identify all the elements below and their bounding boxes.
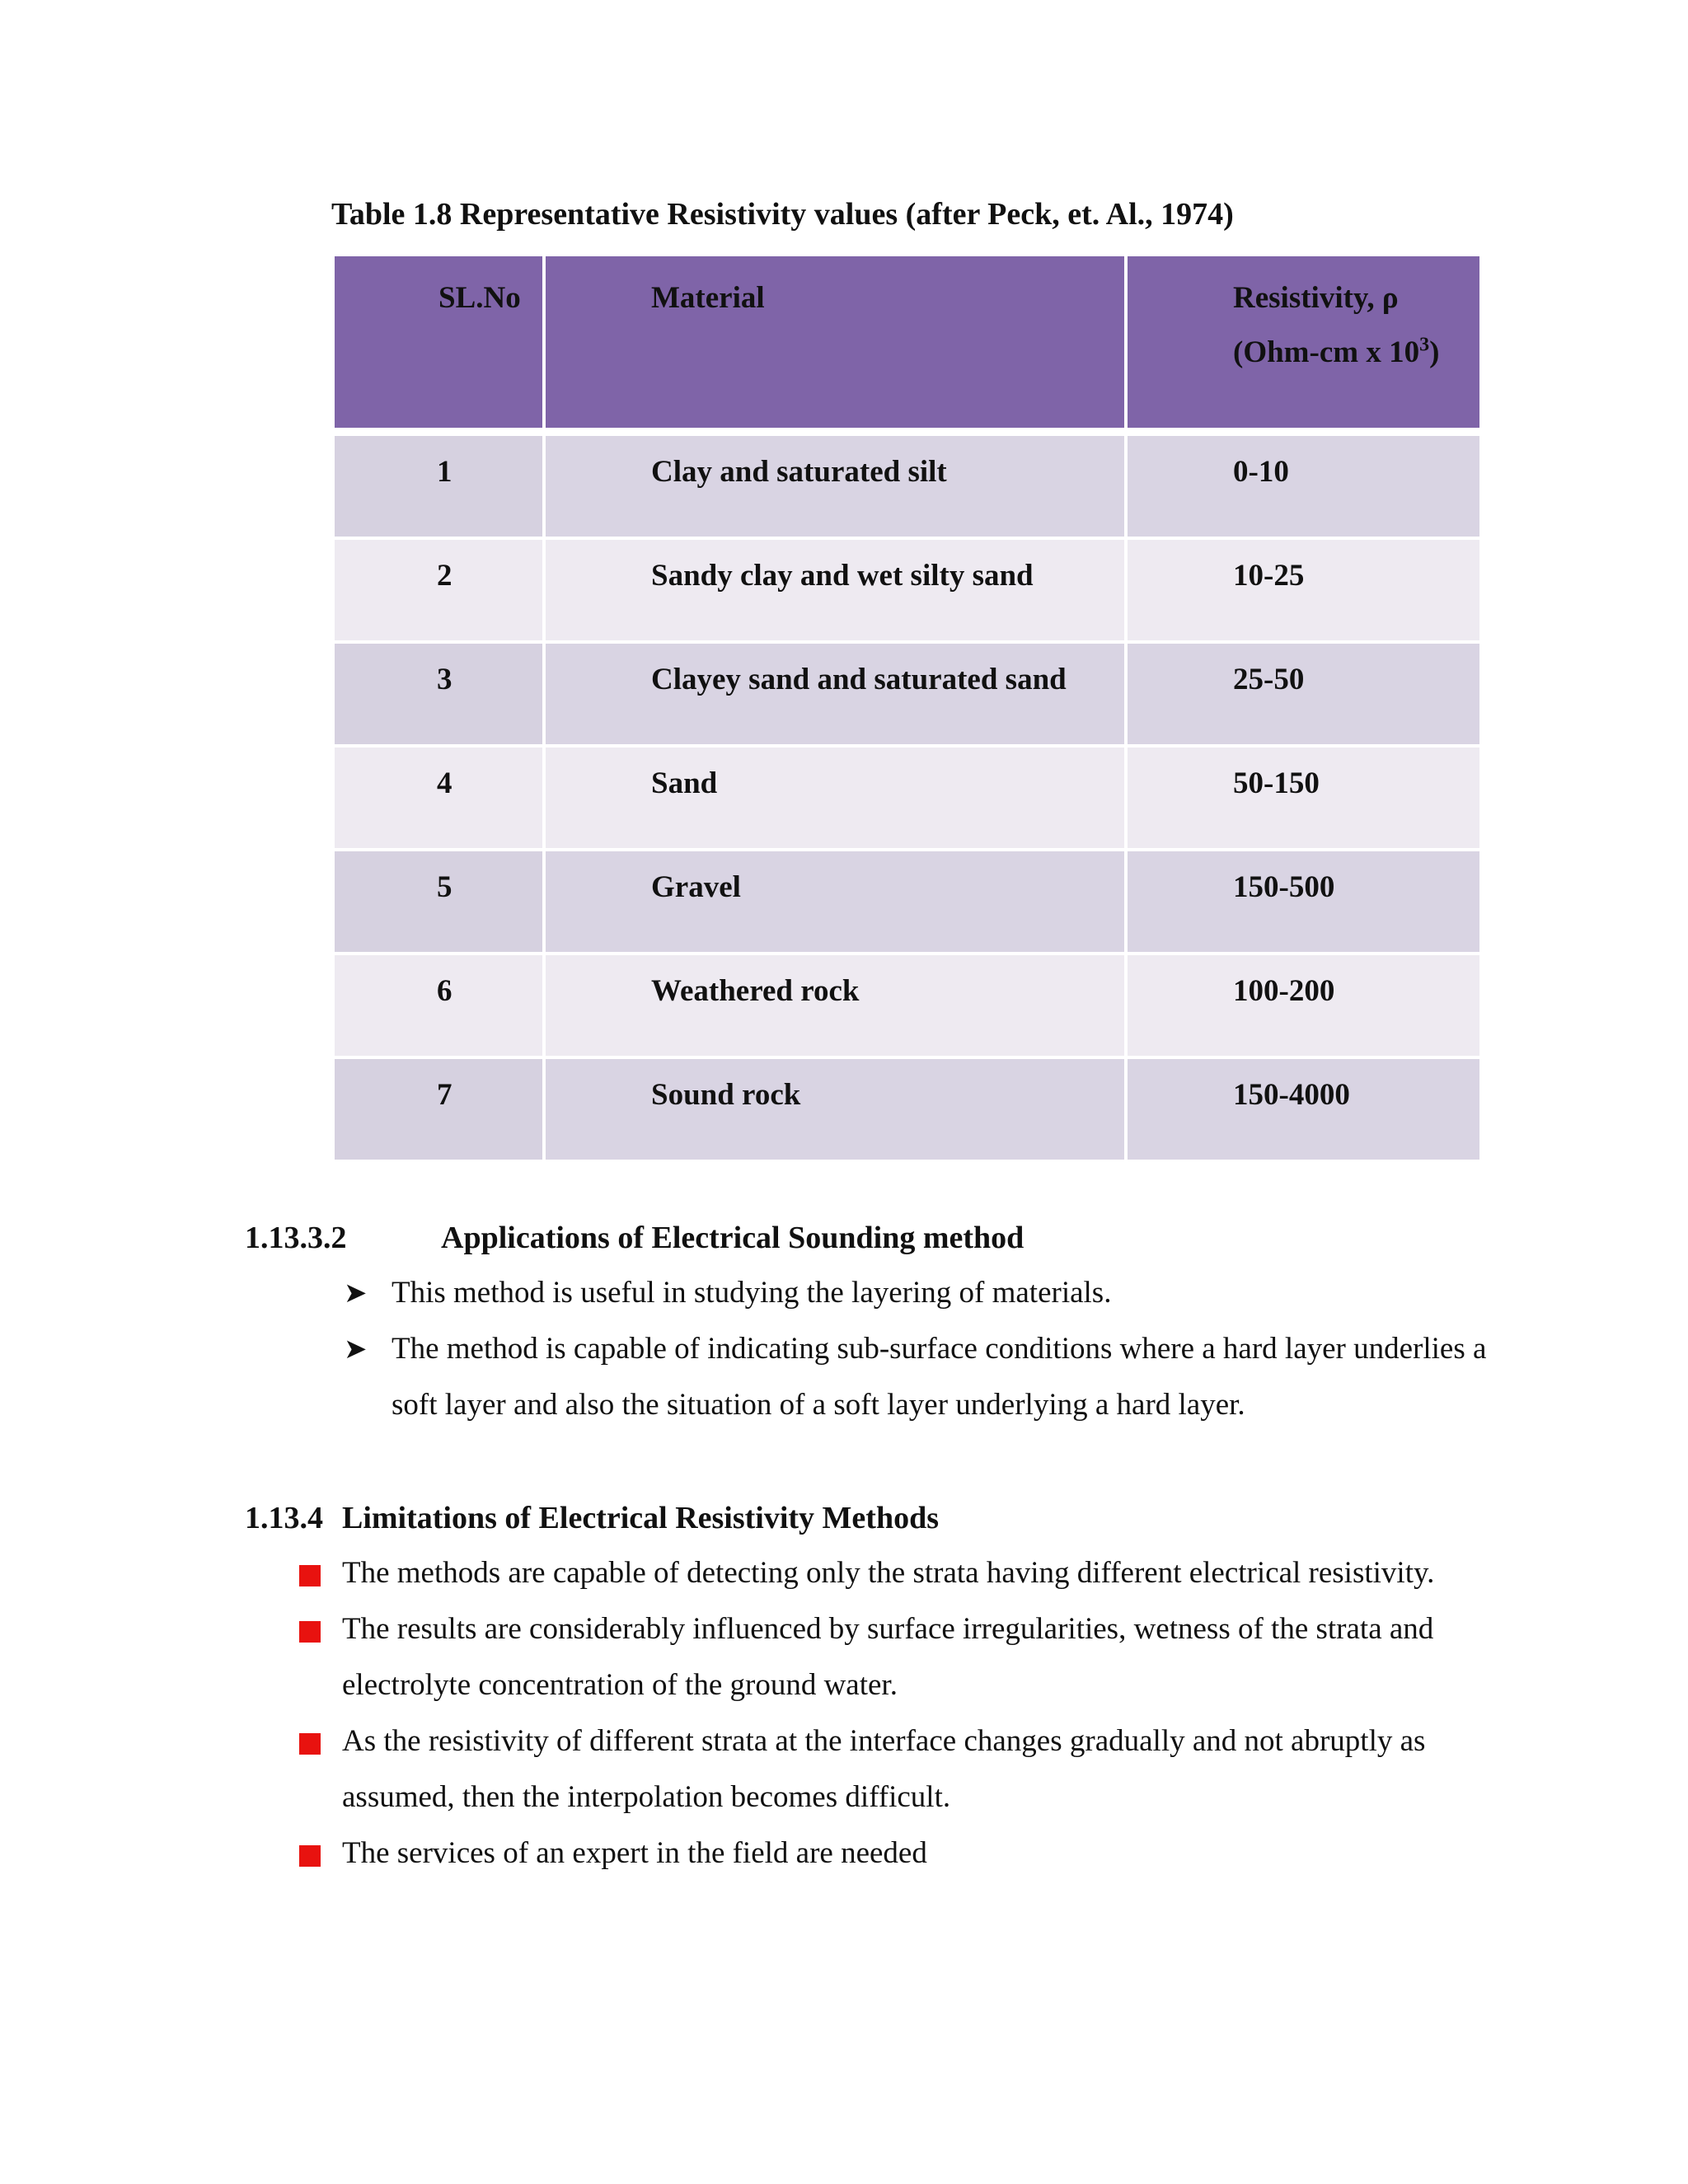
cell-material: Sand	[544, 746, 1126, 850]
list-item-text: The services of an expert in the field are needed	[342, 1836, 927, 1870]
cell-resistivity: 150-500	[1126, 850, 1481, 954]
cell-slno: 1	[333, 432, 544, 538]
cell-slno: 4	[333, 746, 544, 850]
list-item-text: This method is useful in studying the layering of materials.	[392, 1276, 1112, 1310]
header-slno: SL.No	[333, 255, 544, 432]
table-row	[333, 1057, 1481, 1161]
cell-resistivity: 50-150	[1126, 746, 1481, 850]
list-item	[342, 1545, 1479, 1601]
cell-material: Sound rock	[544, 1057, 1126, 1161]
arrowhead-right-icon: ➤	[344, 1333, 368, 1366]
header-resistivity	[1126, 255, 1481, 432]
applications-number: 1.13.3.2	[245, 1221, 347, 1255]
list-item	[344, 1321, 1496, 1433]
cell-resistivity: 10-25	[1126, 538, 1481, 642]
list-item-text: The results are considerably influenced by surface irregularities, wetness of the strata and electrolyte concentration of the ground water.	[342, 1612, 1434, 1702]
red-square-icon	[299, 1845, 321, 1867]
cell-material: Clay and saturated silt	[544, 432, 1126, 538]
applications-heading	[245, 1220, 1024, 1256]
cell-slno: 6	[333, 954, 544, 1057]
applications-title: Applications of Electrical Sounding method	[441, 1221, 1025, 1255]
cell-slno: 3	[333, 642, 544, 746]
limitations-number: 1.13.4	[245, 1501, 323, 1535]
red-square-icon	[299, 1565, 321, 1586]
header-resistivity-exponent: 3	[1419, 334, 1430, 356]
cell-material: Sandy clay and wet silty sand	[544, 538, 1126, 642]
table-row	[333, 538, 1481, 642]
table-row	[333, 642, 1481, 746]
header-material: Material	[544, 255, 1126, 432]
arrowhead-right-icon: ➤	[344, 1277, 368, 1310]
table-caption: Table 1.8 Representative Resistivity values (after Peck, et. Al., 1974)	[331, 197, 1234, 232]
limitations-list	[342, 1545, 1479, 1882]
cell-resistivity: 150-4000	[1126, 1057, 1481, 1161]
resistivity-table	[331, 253, 1483, 1163]
table-header-row	[333, 255, 1481, 432]
red-square-icon	[299, 1621, 321, 1643]
list-item-text: The method is capable of indicating sub-surface conditions where a hard layer underlies a soft layer and also the situation of a soft layer underlying a hard layer.	[392, 1332, 1487, 1422]
header-resistivity-line2-prefix: (Ohm-cm x 10	[1233, 335, 1420, 369]
limitations-heading	[245, 1500, 939, 1536]
cell-material: Gravel	[544, 850, 1126, 954]
list-item	[342, 1601, 1479, 1713]
table-row	[333, 954, 1481, 1057]
table-row	[333, 746, 1481, 850]
cell-slno: 7	[333, 1057, 544, 1161]
header-resistivity-line2-suffix: )	[1429, 335, 1440, 369]
cell-slno: 5	[333, 850, 544, 954]
header-resistivity-line1: Resistivity, ρ	[1233, 281, 1399, 315]
list-item-text: The methods are capable of detecting only the strata having different electrical resistivity.	[342, 1556, 1435, 1590]
cell-slno: 2	[333, 538, 544, 642]
list-item	[344, 1265, 1496, 1321]
cell-material: Weathered rock	[544, 954, 1126, 1057]
table-row	[333, 432, 1481, 538]
cell-material: Clayey sand and saturated sand	[544, 642, 1126, 746]
list-item-text: As the resistivity of different strata at the interface changes gradually and not abruptly as assumed, then the interpolation becomes difficult.	[342, 1724, 1426, 1814]
list-item	[342, 1713, 1479, 1825]
table-row	[333, 850, 1481, 954]
applications-list	[344, 1265, 1496, 1433]
cell-resistivity: 0-10	[1126, 432, 1481, 538]
cell-resistivity: 25-50	[1126, 642, 1481, 746]
cell-resistivity: 100-200	[1126, 954, 1481, 1057]
red-square-icon	[299, 1733, 321, 1755]
limitations-title: Limitations of Electrical Resistivity Methods	[342, 1501, 940, 1535]
list-item	[342, 1825, 1479, 1882]
